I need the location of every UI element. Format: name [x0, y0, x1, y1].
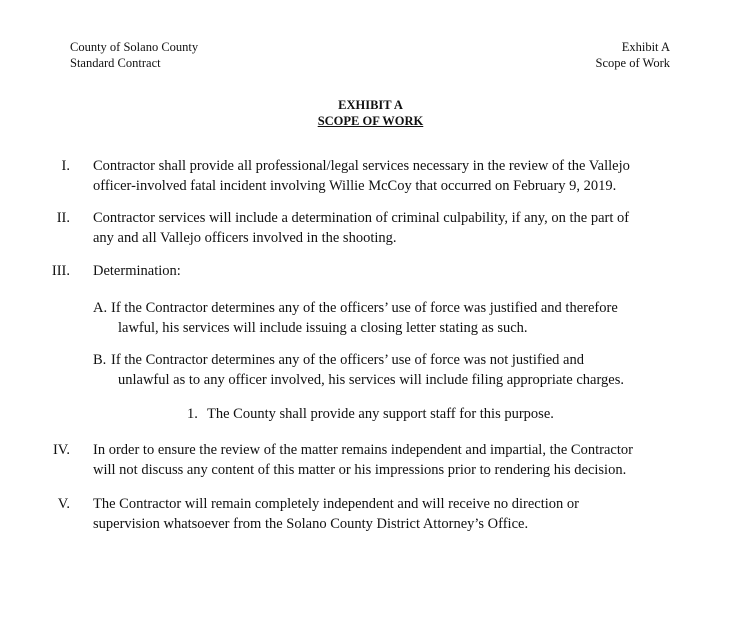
- header-scope: Scope of Work: [595, 56, 670, 70]
- subsection-text-line: lawful, his services will include issuing a closing letter stating as such.: [118, 320, 528, 336]
- subsection-item: [0, 350, 741, 390]
- header-right: [596, 39, 670, 71]
- section-text-line: The Contractor will remain completely independent and will receive no direction or: [93, 496, 579, 512]
- sub-subsection-text: The County shall provide any support staff for this purpose.: [207, 406, 554, 422]
- section-text: [93, 440, 683, 480]
- subsection-text-line: unlawful as to any officer involved, his services will include filing appropriate charges.: [118, 372, 625, 388]
- header-contract-type: Standard Contract: [70, 56, 161, 70]
- header-county: County of Solano County: [70, 40, 199, 54]
- section-text-line: officer-involved fatal incident involving Willie McCoy that occurred on February 9, 2019.: [93, 178, 617, 194]
- subsection-text-line: If the Contractor determines any of the officers’ use of force was justified and therefore: [111, 300, 618, 316]
- section-text-line: any and all Vallejo officers involved in the shooting.: [93, 230, 397, 246]
- section-number: III.: [51, 263, 70, 279]
- section-number: I.: [61, 158, 70, 174]
- subsection-letter: B.: [93, 352, 107, 368]
- subsection-item: [0, 298, 741, 338]
- section-text-line: In order to ensure the review of the matter remains independent and impartial, the Contractor: [93, 442, 633, 458]
- section-text-line: Determination:: [93, 263, 181, 279]
- section-item: [0, 494, 741, 534]
- sub-subsection-item: [0, 404, 741, 424]
- section-text: [93, 261, 683, 281]
- sub-subsection-number: 1.: [187, 406, 198, 422]
- subsection-text: [111, 350, 671, 390]
- section-text: [93, 156, 683, 196]
- section-number: IV.: [52, 442, 70, 458]
- header-left: [70, 39, 198, 71]
- subsection-text: [111, 298, 671, 338]
- section-text: [93, 494, 683, 534]
- header-exhibit: Exhibit A: [621, 40, 670, 54]
- section-text-line: supervision whatsoever from the Solano County District Attorney’s Office.: [93, 516, 529, 532]
- section-text: [93, 208, 683, 248]
- section-number: II.: [56, 210, 70, 226]
- document-title: [0, 97, 741, 129]
- subsection-text-line: If the Contractor determines any of the officers’ use of force was not justified and: [111, 352, 584, 368]
- subsection-letter: A.: [93, 300, 108, 316]
- section-text-line: Contractor services will include a determination of criminal culpability, if any, on the part of: [93, 210, 630, 226]
- section-item: [0, 440, 741, 480]
- title-exhibit: EXHIBIT A: [338, 98, 403, 112]
- section-text-line: Contractor shall provide all professional/legal services necessary in the review of the Vallejo: [93, 158, 630, 174]
- title-scope-of-work: SCOPE OF WORK: [317, 114, 424, 128]
- section-item: [0, 156, 741, 196]
- section-item: [0, 261, 741, 281]
- section-number: V.: [57, 496, 70, 512]
- section-item: [0, 208, 741, 248]
- section-text-line: will not discuss any content of this matter or his impressions prior to rendering his decision.: [93, 462, 627, 478]
